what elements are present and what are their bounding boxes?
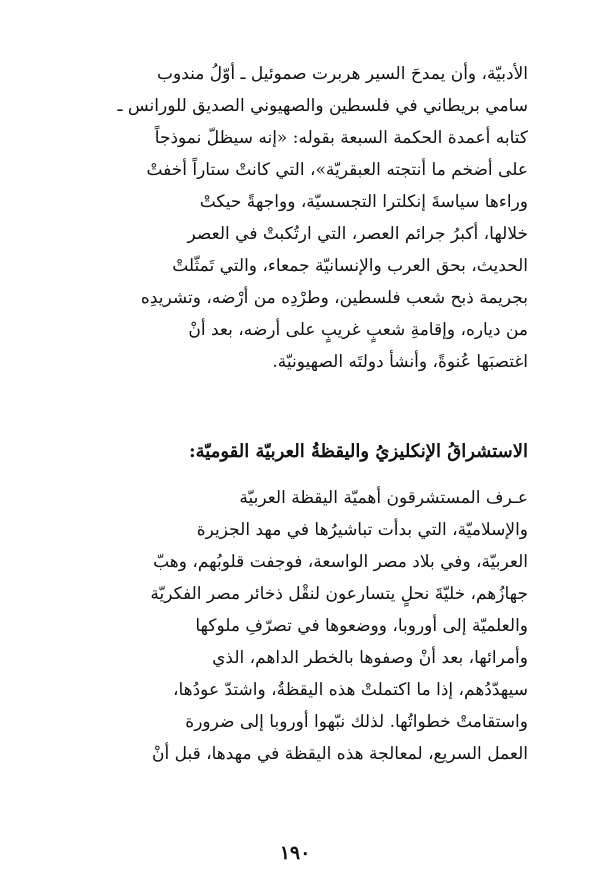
text-line: على أضخم ما أنتجته العبقريّة»، التي كانتْ ستاراً أخفتْ bbox=[146, 160, 528, 180]
section-heading-block bbox=[70, 436, 528, 468]
text-line: سيهدّدُهم، إذا ما اكتملتْ هذه اليقظةُ، واشتدّ عودُها، bbox=[172, 680, 528, 700]
text-line: خلالها، أكبرُ جرائم العصر، التي ارتُكبتْ في العصر bbox=[187, 224, 528, 244]
text-line: وراءها سياسةَ إنكلترا التجسسيّة، وواجهةً حيكتْ bbox=[199, 192, 528, 212]
text-line: عـرف المستشرقون أهميّة اليقظة العربيّة bbox=[239, 488, 528, 508]
text-line: الحديث، بحق العرب والإنسانيّة جمعاء، والتي تَمثّلتْ bbox=[172, 256, 528, 276]
page-number: ١٩٠ bbox=[279, 842, 311, 864]
text-line: العمل السريع، لمعالجة هذه اليقظة في مهدها، قبل أنْ bbox=[151, 744, 528, 764]
text-line: جهازُهم، خليّةَ نحلٍ يتسارعون لنقْل ذخائر مصر الفكريّة bbox=[150, 584, 528, 604]
text-line: كتابه أعمدة الحكمة السبعة بقوله: «إنه سيظلّ نموذجاً bbox=[154, 128, 528, 148]
text-line: والعلميّة إلى أوروبا، ووضعوها في تصرّفِ ملوكها bbox=[195, 616, 528, 636]
text-line: بجريمة ذبح شعب فلسطين، وطرْدِه من أرْضه، وتشريدِه bbox=[140, 288, 528, 308]
paragraph-orientalists bbox=[70, 482, 528, 770]
text-line: الأدبيّة، وأن يمدحَ السير هربرت صموئيل ـ أوّلُ مندوب bbox=[156, 64, 528, 84]
text-line: من دياره، وإقامةِ شعبٍ غريبٍ على أرضه، بعد أنْ bbox=[188, 320, 528, 340]
text-line: والإسلاميّة، التي بدأت تباشيرُها في مهد الجزيرة bbox=[196, 520, 528, 540]
text-line: اغتصبَها عُنوةً، وأنشأ دولتَه الصهيونيّة. bbox=[272, 352, 528, 372]
text-line: سامي بريطاني في فلسطين والصهيوني الصديق للورانس ـ bbox=[117, 96, 528, 116]
text-line: وأمرائها، بعد أنْ وصفوها بالخطر الداهم، الذي bbox=[212, 648, 528, 668]
paragraph-lawrence bbox=[70, 58, 528, 378]
section-heading: الاستشراقُ الإنكليزيُ واليقظةُ العربيّة القوميّة: bbox=[188, 441, 528, 462]
text-line: واستقامتْ خطواتُها. لذلك نبّهوا أوروبا إلى ضرورة bbox=[185, 712, 528, 732]
text-line: العربيّة، وفي بلاد مصر الواسعة، فوجفت قلوبُهم، وهبّ bbox=[153, 552, 528, 572]
